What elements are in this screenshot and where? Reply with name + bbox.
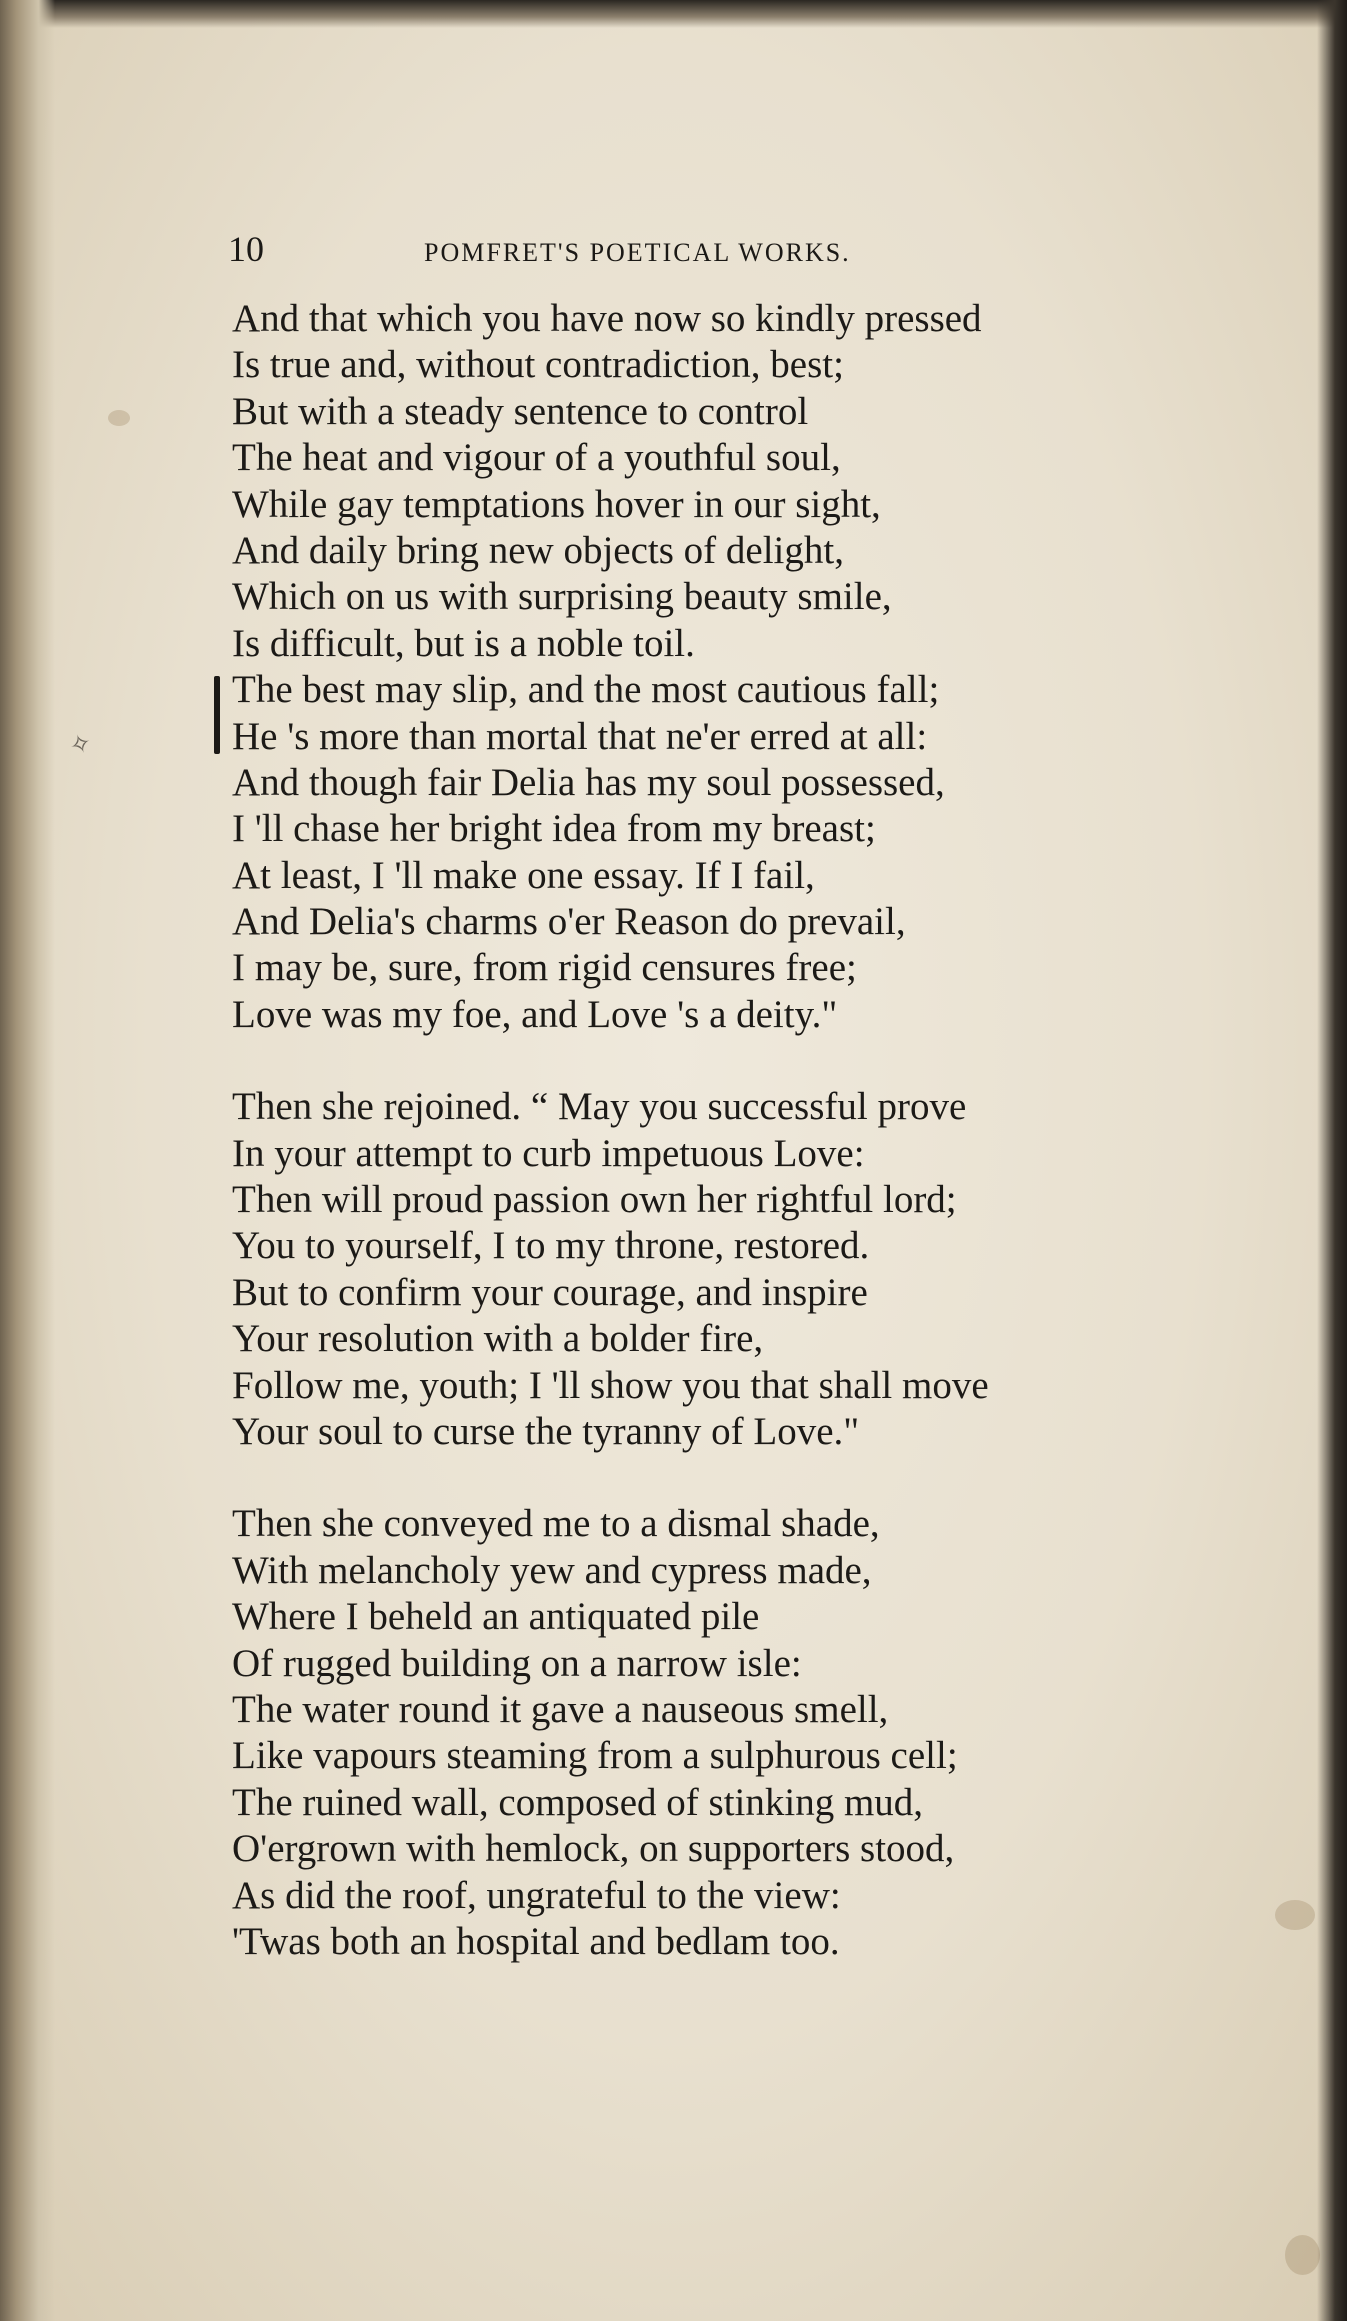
poem-line: Is true and, without contradiction, best; bbox=[232, 343, 844, 387]
poem-line: He 's more than mortal that ne'er erred at all: bbox=[232, 714, 928, 758]
margin-bracket bbox=[214, 676, 220, 754]
poem-line: But with a steady sentence to control bbox=[232, 389, 809, 433]
poem-line: Is difficult, but is a noble toil. bbox=[232, 621, 695, 665]
stanza-break bbox=[232, 1038, 1272, 1084]
page-gutter-shadow bbox=[0, 0, 55, 2321]
page-number: 10 bbox=[228, 229, 264, 269]
poem-line: In your attempt to curb impetuous Love: bbox=[232, 1131, 865, 1175]
poem-line: Where I beheld an antiquated pile bbox=[232, 1595, 760, 1639]
poem-line: Then will proud passion own her rightful lord; bbox=[232, 1178, 957, 1222]
poem-line: Which on us with surprising beauty smile, bbox=[232, 575, 892, 619]
poem-line: 'Twas both an hospital and bedlam too. bbox=[232, 1919, 840, 1963]
paper-stain bbox=[1275, 1900, 1315, 1930]
poem-line: While gay temptations hover in our sight, bbox=[232, 482, 881, 526]
paper-stain bbox=[108, 410, 130, 426]
poem-line: And though fair Delia has my soul possessed, bbox=[232, 760, 945, 804]
poem-line: And that which you have now so kindly pressed bbox=[232, 297, 982, 340]
poem-line: Then she conveyed me to a dismal shade, bbox=[232, 1502, 880, 1546]
stanza bbox=[232, 296, 1272, 1038]
page-header bbox=[228, 228, 1028, 288]
poem-line: I 'll chase her bright idea from my breast; bbox=[232, 807, 876, 851]
stanza-break bbox=[232, 1455, 1272, 1501]
page-top-edge bbox=[0, 0, 1347, 28]
poem-text bbox=[232, 296, 1272, 1965]
poem-line: I may be, sure, from rigid censures free; bbox=[232, 946, 857, 990]
poem-line: The best may slip, and the most cautious fall; bbox=[232, 668, 940, 712]
poem-line: At least, I 'll make one essay. If I fail, bbox=[232, 853, 815, 897]
margin-mark: ✧ bbox=[65, 727, 97, 763]
poem-line: O'ergrown with hemlock, on supporters stood, bbox=[232, 1827, 955, 1871]
poem-line: The water round it gave a nauseous smell, bbox=[232, 1687, 889, 1731]
stanza bbox=[232, 1501, 1272, 1965]
poem-line: The ruined wall, composed of stinking mud, bbox=[232, 1780, 924, 1824]
poem-line: And Delia's charms o'er Reason do prevail, bbox=[232, 900, 906, 944]
poem-line: You to yourself, I to my throne, restored. bbox=[232, 1224, 870, 1268]
paper-stain bbox=[1285, 2235, 1320, 2275]
page-right-edge bbox=[1317, 0, 1347, 2321]
poem-line: Love was my foe, and Love 's a deity." bbox=[232, 992, 838, 1036]
poem-line: The heat and vigour of a youthful soul, bbox=[232, 436, 841, 480]
poem-line: Your soul to curse the tyranny of Love." bbox=[232, 1409, 860, 1453]
running-head: POMFRET'S POETICAL WORKS. bbox=[424, 238, 851, 267]
poem-line: But to confirm your courage, and inspire bbox=[232, 1270, 868, 1314]
poem-line: Then she rejoined. “ May you successful prove bbox=[232, 1085, 967, 1129]
poem-line: Follow me, youth; I 'll show you that shall move bbox=[232, 1363, 989, 1407]
poem-line: Of rugged building on a narrow isle: bbox=[232, 1641, 802, 1685]
poem-line: Your resolution with a bolder fire, bbox=[232, 1317, 764, 1361]
stanza bbox=[232, 1084, 1272, 1455]
poem-line: With melancholy yew and cypress made, bbox=[232, 1548, 872, 1592]
poem-line: As did the roof, ungrateful to the view: bbox=[232, 1873, 841, 1917]
poem-line: And daily bring new objects of delight, bbox=[232, 528, 844, 572]
poem-line: Like vapours steaming from a sulphurous cell; bbox=[232, 1734, 958, 1778]
